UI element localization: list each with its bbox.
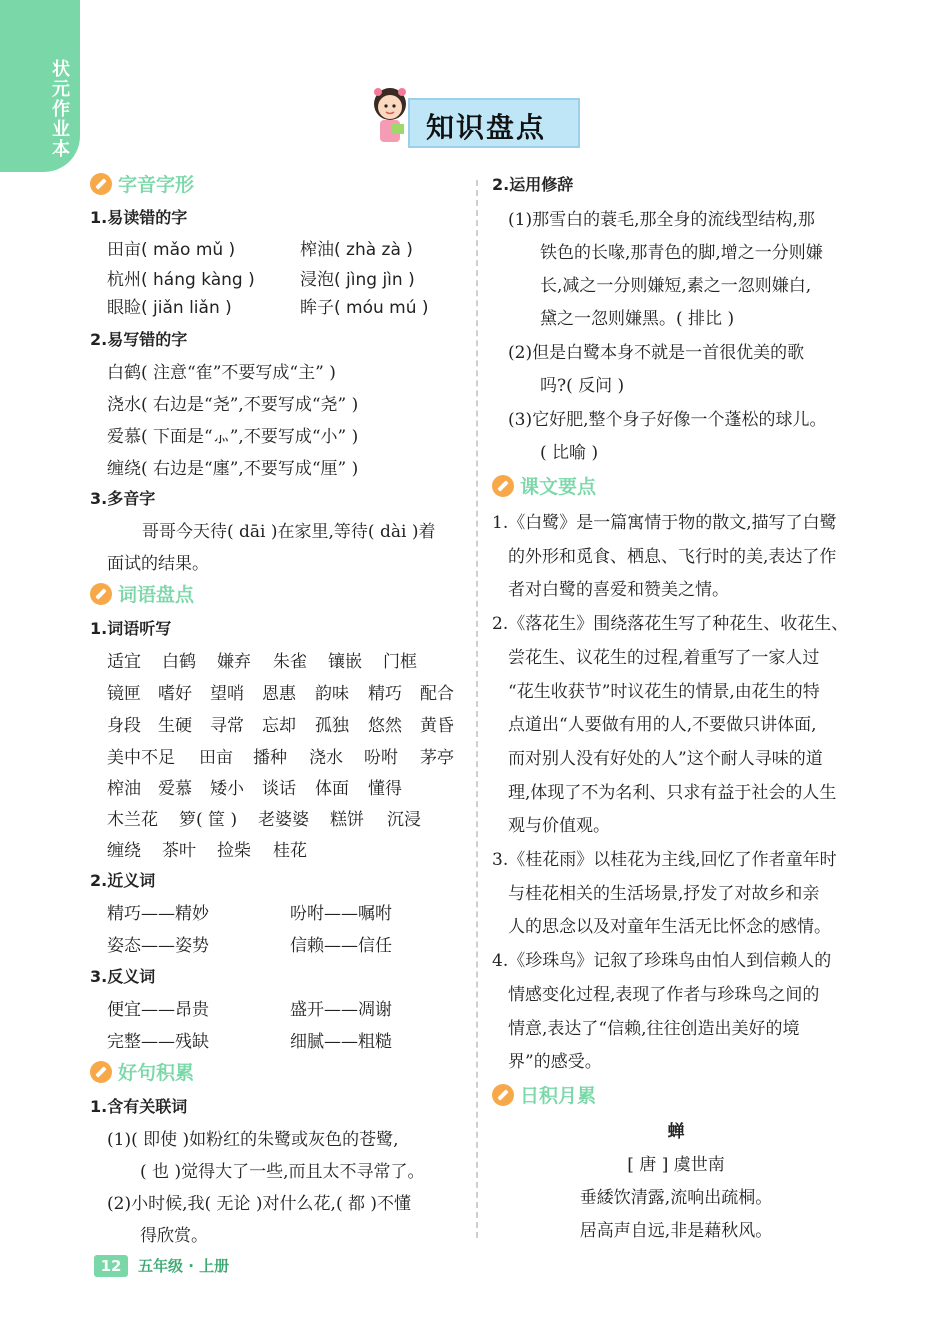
- jin-yi-title: 2.近义词: [90, 871, 156, 890]
- section-title: 日积月累: [520, 1085, 597, 1107]
- yi-du-item: 榨油( zhà zà ): [300, 240, 413, 260]
- ting-xie-word: 矮小: [210, 779, 244, 799]
- xiu-ci-line: ( 比喻 ): [540, 443, 599, 463]
- page-number: 12: [94, 1255, 128, 1277]
- fan-yi-title: 3.反义词: [90, 967, 156, 986]
- jin-yi-item: 信赖——信任: [290, 936, 392, 956]
- yi-du-item: 眸子( móu mú ): [300, 298, 429, 318]
- xiu-ci-line: 长,减之一分则嫌短,素之一忽则嫌白,: [540, 276, 812, 296]
- lian-ci-line: 得欣赏。: [140, 1226, 208, 1246]
- xiu-ci-line: (3)它好肥,整个身子好像一个蓬松的球儿。: [508, 410, 827, 430]
- ting-xie-word: 韵味: [315, 684, 349, 704]
- lian-ci-line: ( 也 )觉得大了一些,而且太不寻常了。: [140, 1162, 425, 1182]
- ke-wen-line: 2.《落花生》围绕落花生写了种花生、收花生、: [492, 614, 849, 634]
- yi-xie-title: 2.易写错的字: [90, 330, 188, 349]
- xiu-ci-title: 2.运用修辞: [492, 175, 574, 194]
- jin-yi-item: 吩咐——嘱咐: [290, 904, 392, 924]
- section-hao-ju: [90, 1058, 194, 1085]
- ting-xie-word: 镜匣: [107, 684, 141, 704]
- ke-wen-line: 界”的感受。: [508, 1052, 602, 1072]
- ting-xie-word: 吩咐: [364, 748, 398, 768]
- pencil-icon: [492, 1084, 514, 1106]
- section-ke-wen: [492, 472, 596, 499]
- ting-xie-word: 恩惠: [262, 684, 296, 704]
- fan-yi-item: 完整——残缺: [107, 1032, 209, 1052]
- section-ci-yu: [90, 580, 194, 607]
- ting-xie-word: 嫌弃: [217, 652, 251, 672]
- ting-xie-word: 老婆婆: [258, 810, 309, 830]
- section-title: 好句积累: [118, 1062, 195, 1084]
- ting-xie-word: 嗜好: [158, 684, 192, 704]
- yi-xie-item: 缠绕( 右边是“廛”,不要写成“厘” ): [107, 459, 359, 479]
- poem-author: [ 唐 ] 虞世南: [627, 1155, 725, 1175]
- ting-xie-word: 镶嵌: [328, 652, 362, 672]
- xiu-ci-line: (1)那雪白的蓑毛,那全身的流线型结构,那: [508, 210, 815, 230]
- section-title: 字音字形: [118, 174, 195, 196]
- ke-wen-line: 者对白鹭的喜爱和赞美之情。: [508, 580, 729, 600]
- ke-wen-line: 而对别人没有好处的人”这个耐人寻味的道: [508, 749, 823, 769]
- ting-xie-word: 黄昏: [420, 716, 454, 736]
- ke-wen-line: 观与价值观。: [508, 816, 610, 836]
- yi-xie-item: 爱慕( 下面是“⺗”,不要写成“小” ): [107, 427, 359, 447]
- ke-wen-line: 与桂花相关的生活场景,抒发了对故乡和亲: [508, 884, 820, 904]
- ting-xie-word: 桂花: [273, 841, 307, 861]
- jin-yi-item: 精巧——精妙: [107, 904, 209, 924]
- ting-xie-word: 精巧: [368, 684, 402, 704]
- ke-wen-line: 3.《桂花雨》以桂花为主线,回忆了作者童年时: [492, 850, 837, 870]
- ting-xie-word: 朱雀: [273, 652, 307, 672]
- ke-wen-line: 4.《珍珠鸟》记叙了珍珠鸟由怕人到信赖人的: [492, 951, 832, 971]
- ting-xie-word: 缠绕: [107, 841, 141, 861]
- ting-xie-word: 适宜: [107, 652, 141, 672]
- column-divider: [476, 180, 478, 1238]
- lian-ci-line: (2)小时候,我( 无论 )对什么花,( 都 )不懂: [107, 1194, 412, 1214]
- ting-xie-word: 爱慕: [158, 779, 192, 799]
- ting-xie-word: 白鹤: [162, 652, 196, 672]
- ting-xie-word: 沉浸: [387, 810, 421, 830]
- fan-yi-item: 细腻——粗糙: [290, 1032, 392, 1052]
- ting-xie-word: 榨油: [107, 779, 141, 799]
- ke-wen-line: 情意,表达了“信赖,往往创造出美好的境: [508, 1019, 800, 1039]
- pencil-icon: [90, 173, 112, 195]
- ting-xie-word: 浇水: [309, 748, 343, 768]
- duo-yin-line: 哥哥今天待( dāi )在家里,等待( dài )着: [142, 522, 436, 542]
- ting-xie-word: 孤独: [315, 716, 349, 736]
- duo-yin-line: 面试的结果。: [107, 554, 209, 574]
- pencil-icon: [90, 1061, 112, 1083]
- yi-du-item: 浸泡( jìng jìn ): [300, 270, 415, 290]
- page-title-banner: [368, 84, 580, 148]
- ke-wen-line: 理,体现了不为名利、只求有益于社会的人生: [508, 783, 837, 803]
- page-title: 知识盘点: [426, 111, 547, 144]
- ting-xie-word: 糕饼: [330, 810, 364, 830]
- ting-xie-word: 懂得: [368, 779, 402, 799]
- xiu-ci-line: (2)但是白鹭本身不就是一首很优美的歌: [508, 343, 805, 363]
- ting-xie-word: 身段: [107, 716, 141, 736]
- ting-xie-word: 谈话: [262, 779, 296, 799]
- ting-xie-word: 配合: [420, 684, 454, 704]
- ke-wen-line: “花生收获节”时议花生的情景,由花生的特: [508, 682, 820, 702]
- ting-xie-word: 体面: [315, 779, 349, 799]
- ting-xie-word: 茅亭: [420, 748, 454, 768]
- fan-yi-item: 便宜——昂贵: [107, 1000, 209, 1020]
- ting-xie-word: 播种: [253, 748, 287, 768]
- lian-ci-line: (1)( 即使 )如粉红的朱鹭或灰色的苍鹭,: [107, 1130, 399, 1150]
- pencil-icon: [492, 475, 514, 497]
- xiu-ci-line: 吗?( 反问 ): [540, 376, 625, 396]
- yi-xie-item: 白鹤( 注意“隺”不要写成“主” ): [107, 363, 336, 383]
- ke-wen-line: 人的思念以及对童年生活无比怀念的感情。: [508, 917, 831, 937]
- xiu-ci-line: 铁色的长喙,那青色的脚,增之一分则嫌: [540, 243, 823, 263]
- ting-xie-word: 门框: [383, 652, 417, 672]
- section-title: 词语盘点: [118, 584, 195, 606]
- yi-du-item: 眼睑( jiǎn liǎn ): [107, 298, 232, 318]
- fan-yi-item: 盛开——凋谢: [290, 1000, 392, 1020]
- ting-xie-word: 望哨: [210, 684, 244, 704]
- ting-xie-word: 田亩: [199, 748, 233, 768]
- ting-xie-word: 悠然: [368, 716, 402, 736]
- sidebar-label: 状元作业本: [52, 59, 70, 160]
- grade-label: 五年级 · 上册: [138, 1257, 230, 1275]
- xiu-ci-line: 黛之一忽则嫌黑。( 排比 ): [540, 309, 735, 329]
- ting-xie-word: 生硬: [158, 716, 192, 736]
- poem-title: 蝉: [667, 1122, 685, 1142]
- ke-wen-line: 尝花生、议花生的过程,着重写了一家人过: [508, 648, 820, 668]
- ting-xie-word: 箩( 筐 ): [179, 810, 238, 830]
- section-ri-ji: [492, 1081, 596, 1108]
- ting-xie-word: 捡柴: [217, 841, 251, 861]
- yi-du-item: 杭州( háng kàng ): [107, 270, 255, 290]
- ting-xie-word: 忘却: [262, 716, 296, 736]
- section-title: 课文要点: [520, 476, 597, 498]
- jin-yi-item: 姿态——姿势: [107, 936, 209, 956]
- lian-ci-title: 1.含有关联词: [90, 1097, 188, 1116]
- yi-du-title: 1.易读错的字: [90, 208, 188, 227]
- ke-wen-line: 的外形和觅食、栖息、飞行时的美,表达了作: [508, 547, 837, 567]
- yi-xie-item: 浇水( 右边是“尧”,不要写成“尧” ): [107, 395, 359, 415]
- yi-du-item: 田亩( mǎo mǔ ): [107, 240, 236, 260]
- poem-line: 居高声自远,非是藉秋风。: [579, 1221, 773, 1241]
- ting-xie-word: 茶叶: [162, 841, 196, 861]
- ting-xie-word: 寻常: [210, 716, 244, 736]
- duo-yin-title: 3.多音字: [90, 489, 156, 508]
- ke-wen-line: 点道出“人要做有用的人,不要做只讲体面,: [508, 715, 817, 735]
- section-zi-yin: [90, 170, 194, 197]
- ke-wen-line: 1.《白鹭》是一篇寓情于物的散文,描写了白鹭: [492, 513, 837, 533]
- ting-xie-title: 1.词语听写: [90, 619, 172, 638]
- poem-line: 垂緌饮清露,流响出疏桐。: [579, 1188, 773, 1208]
- ting-xie-word: 木兰花: [107, 810, 158, 830]
- ke-wen-line: 情感变化过程,表现了作者与珍珠鸟之间的: [508, 985, 820, 1005]
- pencil-icon: [90, 583, 112, 605]
- ting-xie-word: 美中不足: [107, 748, 175, 768]
